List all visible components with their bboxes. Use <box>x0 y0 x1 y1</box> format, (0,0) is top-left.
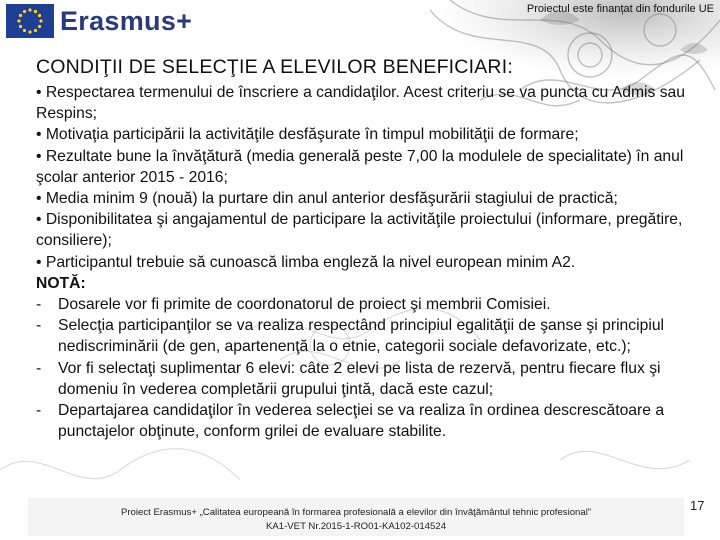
slide-title <box>36 56 513 79</box>
note-heading: NOTĂ: <box>36 274 86 292</box>
footer-project-title: Proiect Erasmus+ „Calitatea europeană în formarea profesională a elevilor din învăţământul tehnic profesional” <box>120 507 592 518</box>
dash-marker: - <box>36 317 42 335</box>
logo-text: Erasmus+ <box>60 6 193 36</box>
slide-content <box>36 82 686 442</box>
criterion-bullet: • Media minim 9 (nouă) la purtare din anul anterior desfăşurării stagiului de practică; <box>36 190 618 208</box>
note-item-text: Vor fi selectaţi suplimentar 6 elevi: câte 2 elevi pe lista de rezervă, pentru fiecare flux şi domeniu în vederea completării grupului ţintă, dacă este cazul; <box>58 359 661 398</box>
dash-marker: - <box>36 296 42 314</box>
note-item <box>36 315 686 357</box>
note-item-text: Dosarele vor fi primite de coordonatorul de proiect şi membrii Comisiei. <box>58 296 551 314</box>
slide-title-text: CONDIŢII DE SELECŢIE A ELEVILOR BENEFICIARI <box>36 56 508 78</box>
criterion-bullet: • Motivaţia participării la activităţile desfăşurate în timpul mobilităţii de formare; <box>36 126 579 144</box>
note-item-text: Departajarea candidaţilor în vederea selecţiei se va realiza în ordinea descrescătoare a punctajelor obţinute, conform grilei de evaluare stabilite. <box>58 402 665 441</box>
dash-marker: - <box>36 359 42 377</box>
criterion-bullet: • Participantul trebuie să cunoască limba engleză la nivel european minim A2. <box>36 253 576 271</box>
criterion-bullet: • Rezultate bune la învăţătură (media generală peste 7,00 la modulele de specialitate) în anul şcolar anterior 2015 - 2016; <box>36 147 684 186</box>
criterion-bullet: • Disponibilitatea şi angajamentul de participare la activităţile proiectului (informare, pregătire, consiliere); <box>36 211 683 250</box>
slide-title-suffix: : <box>507 56 513 78</box>
note-item <box>36 358 686 400</box>
note-item <box>36 294 686 315</box>
note-item-text: Selecţia participanţilor se va realiza respectând principiul egalităţii de şanse şi principiul nediscriminării (de gen, apartenenţă la o etnie, categorii sociale defavorizate, etc.); <box>58 317 665 356</box>
erasmus-logo <box>6 4 196 40</box>
dash-marker: - <box>36 402 42 420</box>
funding-note: Proiectul este finanțat din fondurile UE <box>526 3 714 15</box>
page-number: 17 <box>690 498 705 513</box>
footer-project-number: KA1-VET Nr.2015-1-RO01-KA102-014524 <box>265 521 447 532</box>
note-item <box>36 400 686 442</box>
eu-flag-icon <box>6 4 54 38</box>
criterion-bullet: • Respectarea termenului de înscriere a candidaţilor. Acest criteriu se va puncta cu Admis sau Respins; <box>36 84 686 123</box>
